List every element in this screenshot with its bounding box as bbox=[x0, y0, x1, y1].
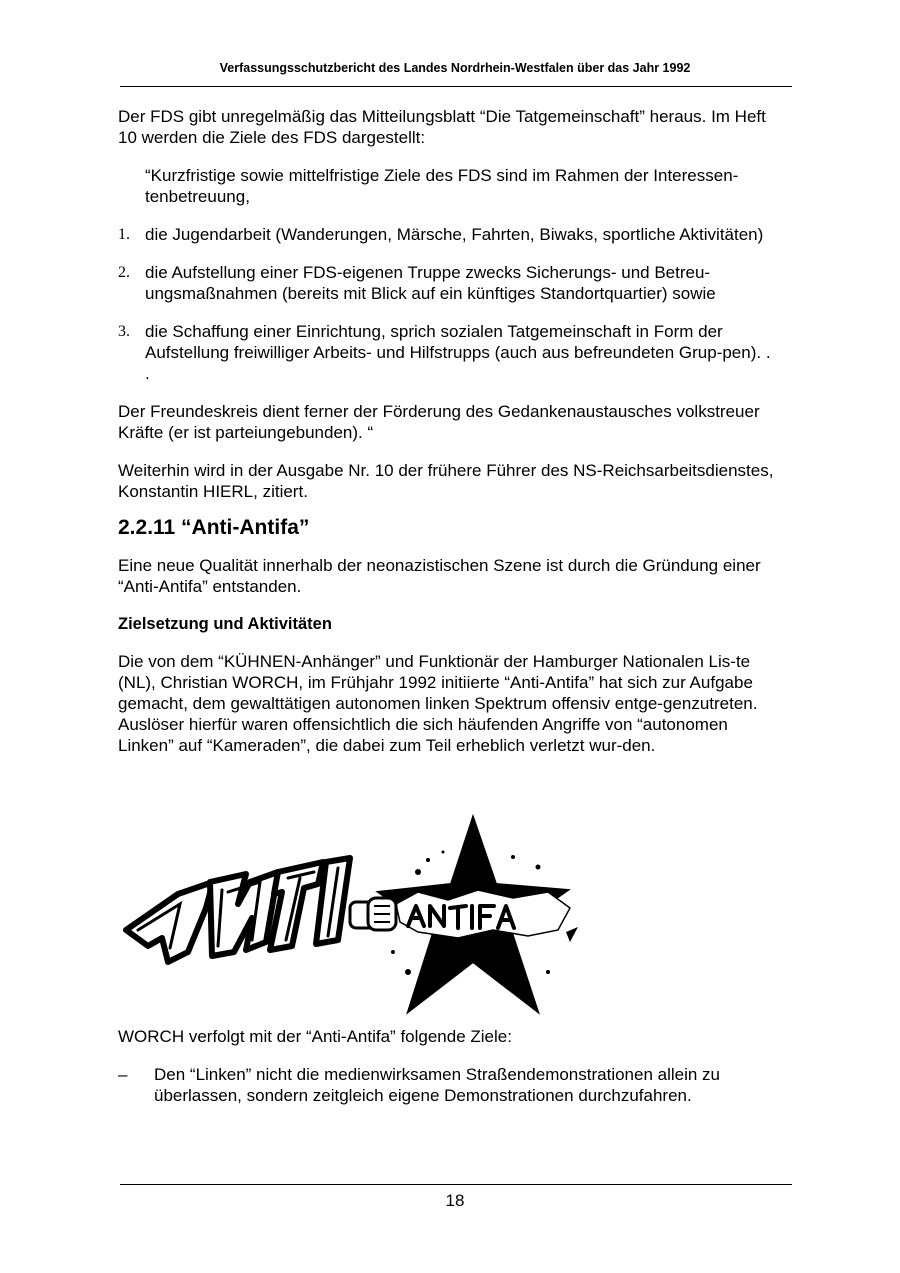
paragraph-hierl: Weiterhin wird in der Ausgabe Nr. 10 der frühere Führer des NS-Reichsarbeitsdienstes, Konstantin HIERL, zitiert. bbox=[118, 461, 774, 501]
paragraph-worch-goals: WORCH verfolgt mit der “Anti-Antifa” folgende Ziele: bbox=[118, 1027, 512, 1046]
running-header: Verfassungsschutzbericht des Landes Nordrhein-Westfalen über das Jahr 1992 bbox=[219, 61, 691, 75]
after-logo-text bbox=[118, 1026, 778, 1123]
goals-list bbox=[118, 224, 778, 384]
dash-marker: – bbox=[118, 1065, 128, 1084]
section-heading: 2.2.11 “Anti-Antifa” bbox=[118, 516, 310, 539]
footer-rule bbox=[120, 1184, 792, 1185]
list-item: 2. die Aufstellung einer FDS-eigenen Truppe zwecks Sicherungs- und Betreu-ungsmaßnahmen (bereits mit Blick auf ein künftiges Standortquartier) sowie bbox=[118, 263, 716, 303]
paragraph-freundeskreis: Der Freundeskreis dient ferner der Förderung des Gedankenaustausches volkstreuer Kräfte (er ist parteiungebunden). “ bbox=[118, 402, 760, 442]
subheading: Zielsetzung und Aktivitäten bbox=[118, 615, 332, 633]
quote-intro: “Kurzfristige sowie mittelfristige Ziele des FDS sind im Rahmen der Interessen-tenbetreuung, bbox=[145, 166, 739, 206]
paragraph-fds-newsletter: Der FDS gibt unregelmäßig das Mitteilungsblatt “Die Tatgemeinschaft” heraus. Im Heft 10 werden die Ziele des FDS dargestellt: bbox=[118, 107, 766, 147]
page-number: 18 bbox=[445, 1191, 465, 1210]
header-rule bbox=[120, 86, 792, 87]
paragraph-worch: Die von dem “KÜHNEN-Anhänger” und Funktionär der Hamburger Nationalen Lis-te (NL), Christian WORCH, im Frühjahr 1992 initiierte “Anti-Antifa” hat sich zur Aufgabe gemacht, dem gewalttätigen autonomen linken Spektrum offensiv entge-genzutreten. Auslöser hierfür waren offensichtlich die sich häufenden Angriffe von “autonomen Linken” auf “Kameraden”, die dabei zum Teil erheblich verletzt wur-den. bbox=[118, 652, 758, 755]
list-item: 1. die Jugendarbeit (Wanderungen, Märsche, Fahrten, Biwaks, sportliche Aktivitäten) bbox=[118, 225, 764, 244]
bullet-text: Den “Linken” nicht die medienwirksamen Straßendemonstrationen allein zu überlassen, sondern zeitgleich eigene Demonstrationen durchzufahren. bbox=[154, 1065, 721, 1105]
list-item: 3. die Schaffung einer Einrichtung, sprich sozialen Tatgemeinschaft in Form der Aufstellung freiwilliger Arbeits- und Hilfstrupps (auch aus befreundeten Grup-pen). . . bbox=[118, 322, 771, 383]
fist-punching-star-logo-icon bbox=[118, 812, 588, 1022]
paragraph-new-quality: Eine neue Qualität innerhalb der neonazistischen Szene ist durch die Gründung einer “Anti-Antifa” entstanden. bbox=[118, 556, 761, 596]
main-text bbox=[118, 106, 778, 773]
anti-antifa-logo bbox=[118, 812, 588, 1022]
bullet-item bbox=[118, 1064, 778, 1106]
